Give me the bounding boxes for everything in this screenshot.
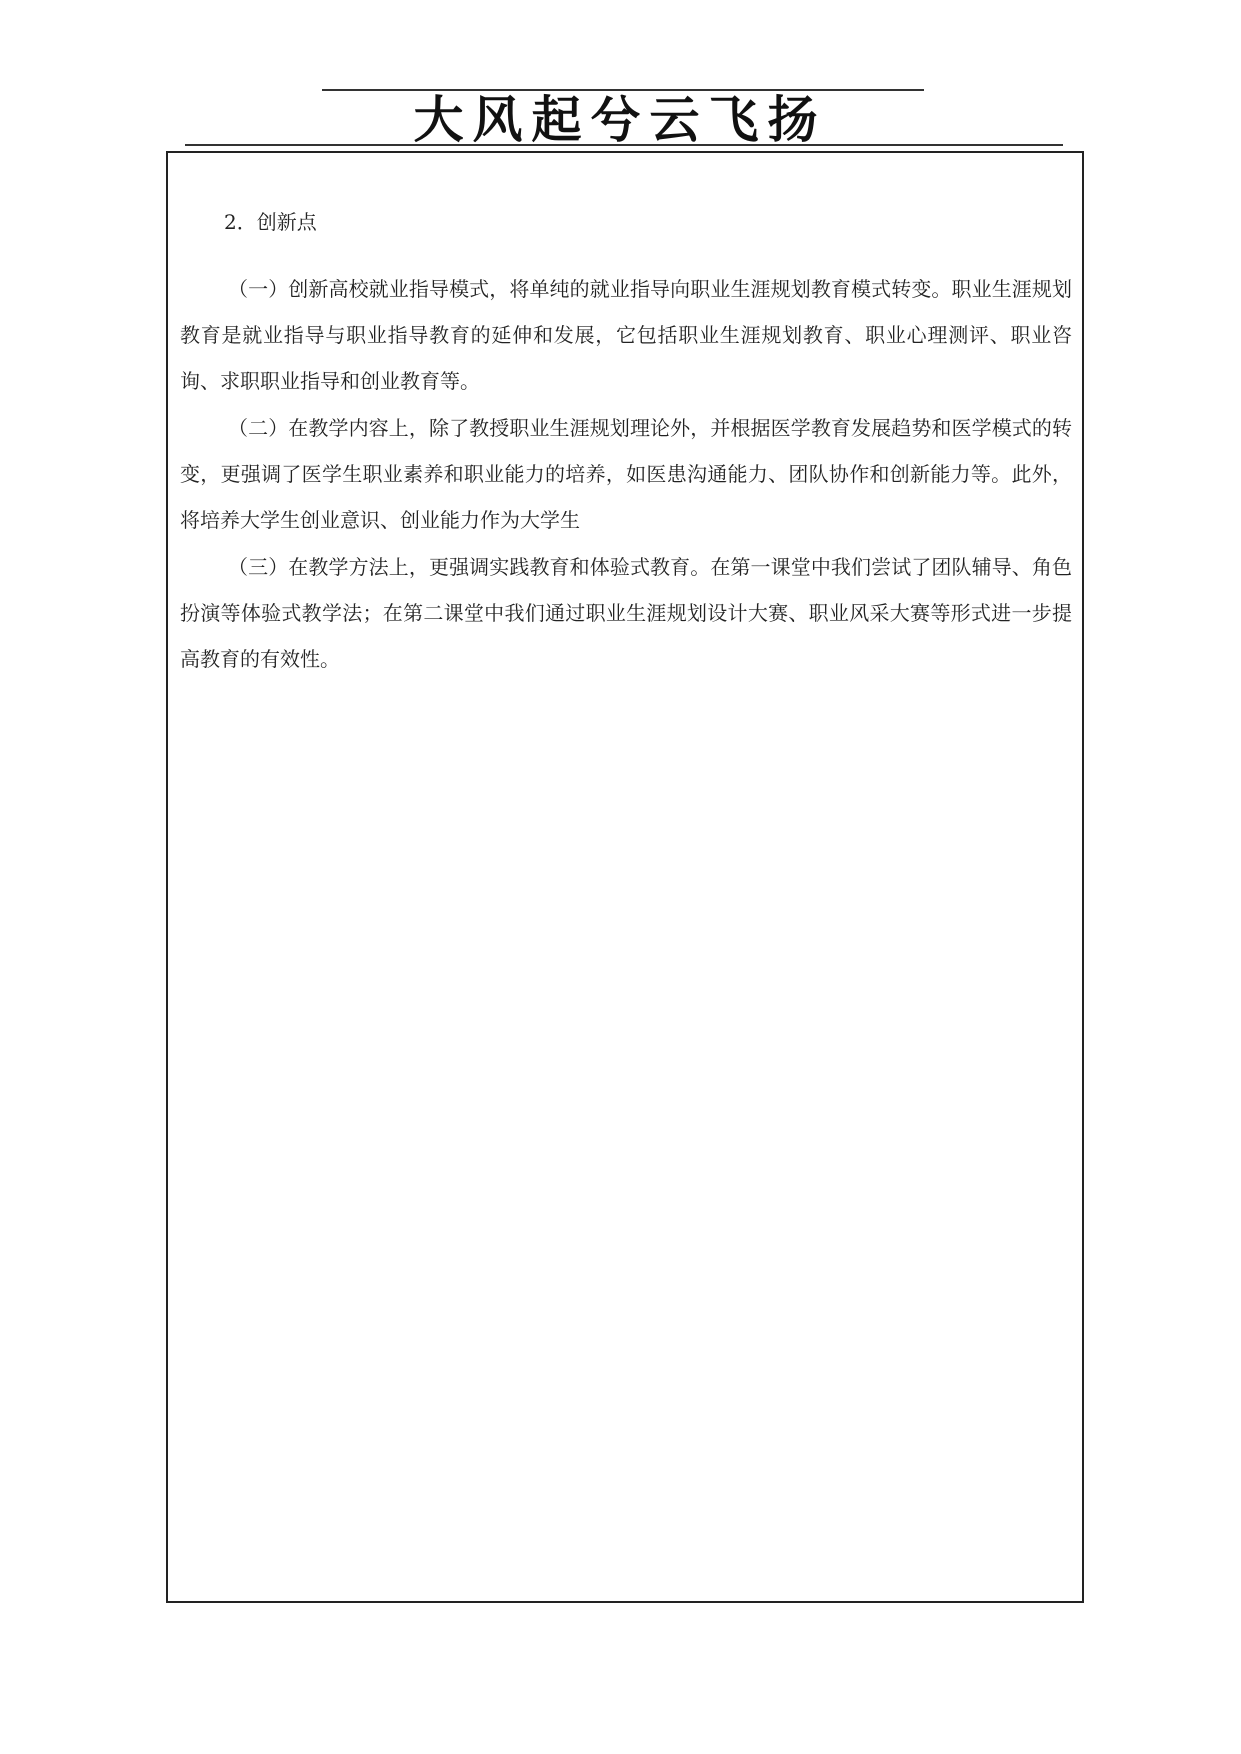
- header-calligraphy-title: 大风起兮云飞扬: [413, 90, 827, 149]
- body-text: [180, 266, 1072, 683]
- section-heading: 2．创新点: [224, 210, 317, 234]
- header-rule-bottom: [185, 144, 1063, 146]
- paragraph-3: （三）在教学方法上，更强调实践教育和体验式教育。在第一课堂中我们尝试了团队辅导、角色扮演等体验式教学法；在第二课堂中我们通过职业生涯规划设计大赛、职业风采大赛等形式进一步提高教育的有效性。: [180, 555, 1072, 671]
- paragraph-2: （二）在教学内容上，除了教授职业生涯规划理论外，并根据医学教育发展趋势和医学模式的转变，更强调了医学生职业素养和职业能力的培养，如医患沟通能力、团队协作和创新能力等。此外，将培养大学生创业意识、创业能力作为大学生: [180, 416, 1072, 532]
- paragraph-1: （一）创新高校就业指导模式，将单纯的就业指导向职业生涯规划教育模式转变。职业生涯规划教育是就业指导与职业指导教育的延伸和发展，它包括职业生涯规划教育、职业心理测评、职业咨询、求职职业指导和创业教育等。: [180, 277, 1072, 393]
- content-frame: [166, 151, 1084, 1603]
